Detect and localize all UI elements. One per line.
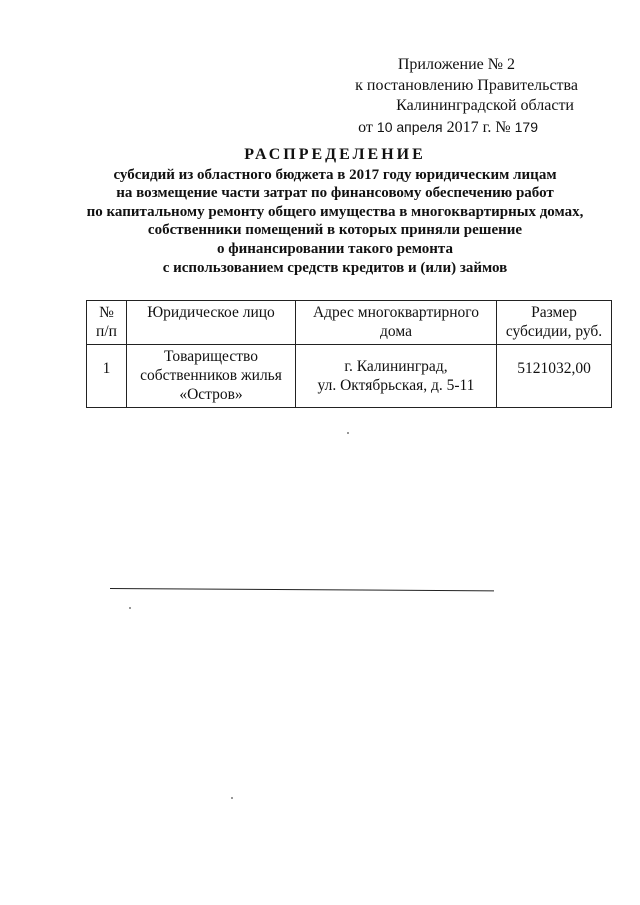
title-line: субсидий из областного бюджета в 2017 году юридическим лицам (113, 166, 557, 183)
distribution-table (86, 300, 612, 408)
title-line: на возмещение части затрат по финансовому обеспечению работ (116, 185, 554, 202)
title-line: о финансировании такого ремонта (216, 240, 453, 257)
row-address-line2: ул. Октябрьская, д. 5-11 (317, 377, 475, 394)
header-amount (497, 301, 612, 345)
title-line: по капитальному ремонту общего имущества в многоквартирных домах, (86, 203, 584, 220)
title-heading: РАСПРЕДЕЛЕНИЕ (244, 146, 426, 163)
document-title (80, 146, 590, 277)
appendix-title: Приложение № 2 (397, 56, 515, 73)
scan-speck (347, 432, 349, 434)
header-address-line1: Адрес многоквартирного (312, 304, 480, 321)
header-address (296, 301, 497, 345)
header-num-line2: п/п (96, 323, 117, 340)
appendix-date-line (318, 117, 578, 139)
row-num: 1 (87, 345, 127, 408)
header-num (87, 301, 127, 345)
appendix-resolution: к постановлению Правительства (355, 76, 578, 94)
header-amount-line2: субсидии, руб. (505, 323, 603, 340)
title-line: с использованием средств кредитов и (или) займов (162, 259, 508, 276)
row-address (296, 345, 497, 408)
closing-rule (110, 588, 494, 591)
title-line: собственники помещений в которых приняли решение (147, 222, 523, 239)
header-address-line2: дома (380, 323, 412, 340)
date-handwritten: 10 апреля (376, 118, 443, 135)
appendix-block (318, 55, 578, 138)
appendix-region: Калининградской области (396, 97, 574, 114)
scan-speck (129, 607, 131, 609)
row-entity-line1: Товарищество (164, 348, 258, 365)
document-number: 179 (514, 118, 538, 135)
row-amount: 5121032,00 (497, 345, 612, 408)
table-header-row (87, 301, 612, 345)
row-entity (127, 345, 296, 408)
scan-speck (231, 797, 233, 799)
header-entity-text: Юридическое лицо (147, 304, 275, 321)
header-num-line1: № (99, 304, 114, 321)
date-prefix: от (358, 118, 373, 136)
header-entity (127, 301, 296, 345)
year-text: 2017 г. № (446, 118, 511, 136)
row-entity-line2: собственников жилья (140, 367, 282, 384)
table-row (87, 345, 612, 408)
header-amount-line1: Размер (531, 304, 577, 321)
row-entity-line3: «Остров» (179, 386, 243, 403)
row-address-line1: г. Калининград, (344, 358, 448, 375)
